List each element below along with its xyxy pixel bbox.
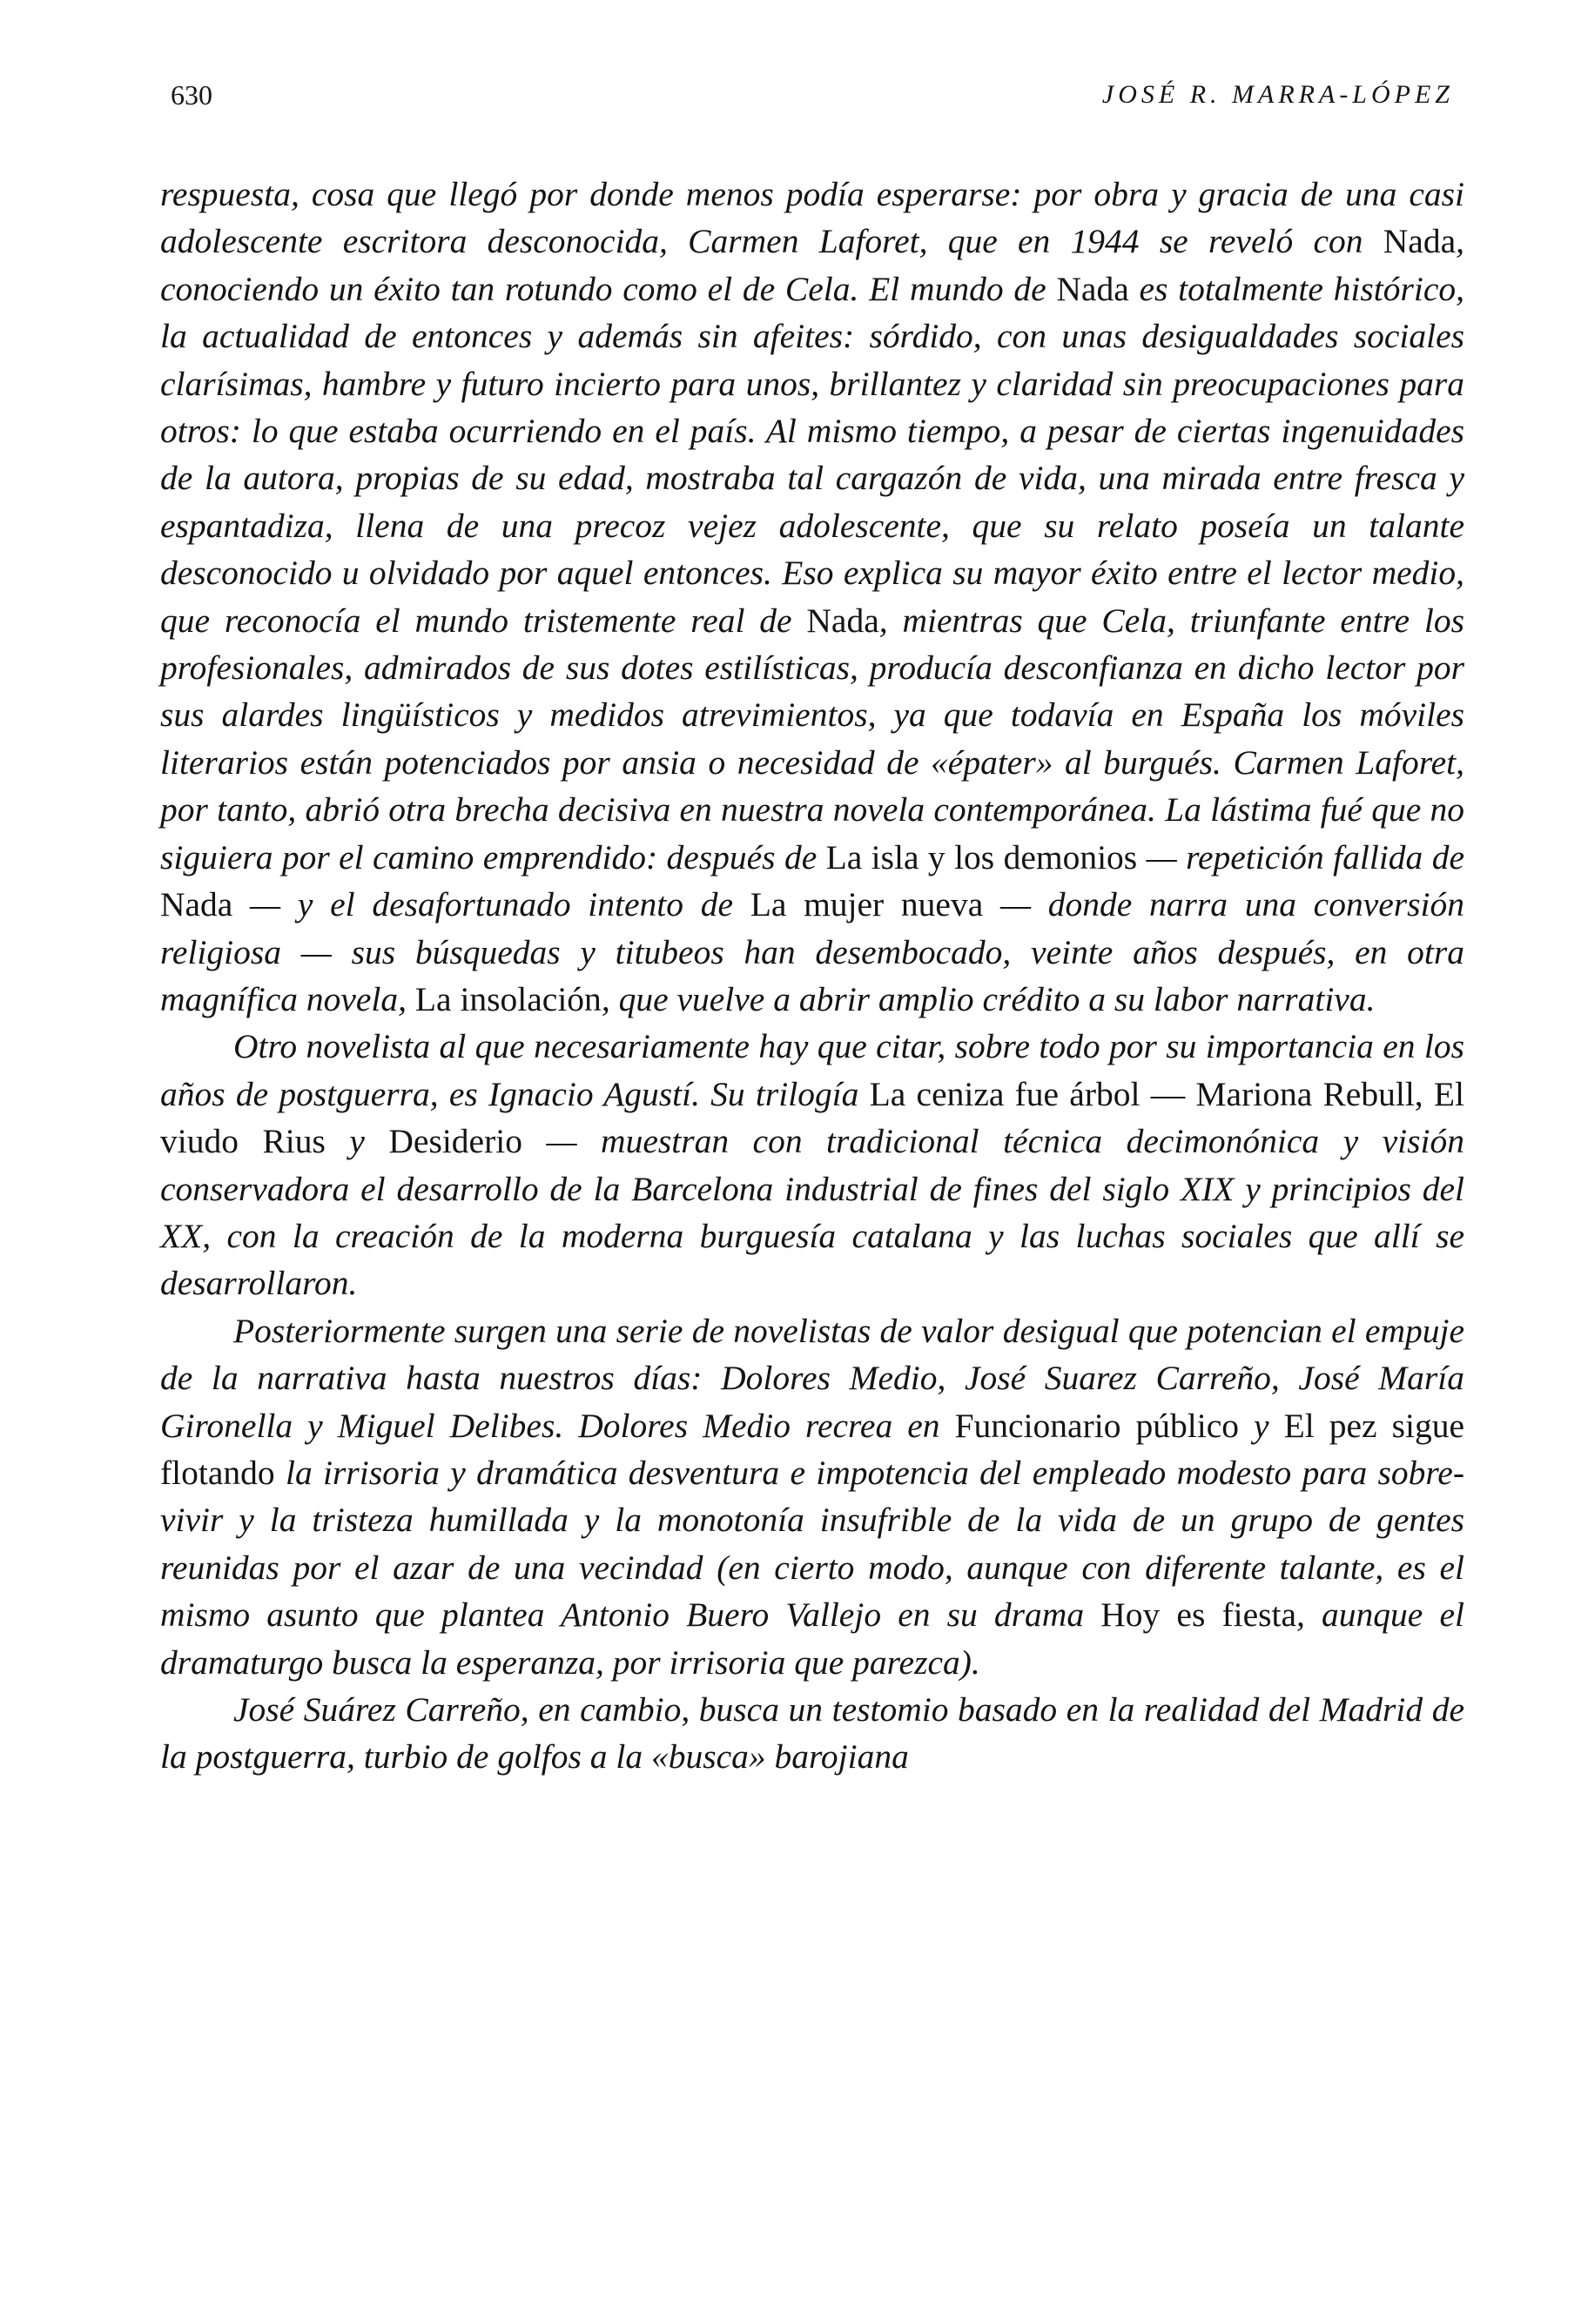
text-run: es totalmente histórico, la actualidad de entonces y además sin afeites: sórdido, con unas desigualdades sociales clarísimas, hambre y futuro incierto para unos, brillantez y claridad sin preocupaciones para otros: lo que estaba ocurriendo en el país. Al mismo tiempo, a pesar de ciertas ingenuidades de la autora, propias de su edad, mostraba tal cargazón de vida, una mirada entre fresca y espantadiza, llena de una precoz vejez adolescente, que su relato poseía un talante desconocido u olvidado por aquel entonces. Eso explica su mayor éxito entre el lector medio, que reconocía el mundo tristemente real de <box>160 269 1465 640</box>
text-run: y <box>325 1122 389 1161</box>
paragraph <box>160 1307 1464 1686</box>
page-number: 630 <box>171 79 212 111</box>
work-title: La mujer nueva <box>750 885 984 924</box>
work-title: La isla y los demonios <box>825 837 1138 877</box>
paragraph <box>160 171 1464 1023</box>
text-run: Posteriormente surgen una serie de novelistas de valor desigual que potencian el empuje de la narrativa hasta nuestros días: Dolores Medio, José Suarez Carreño, José María Gironella y Miguel Delibes. Dolores Medio recrea en <box>160 1311 1464 1445</box>
work-title: El pez sigue flotando <box>160 1406 1464 1492</box>
paragraph <box>160 1023 1464 1306</box>
work-title: — Mariona Rebull, El viudo Rius <box>160 1074 1464 1161</box>
text-run: — y el desafortunado intento de <box>232 885 750 924</box>
text-run: , conociendo un éxito tan rotundo como el de Cela. El mundo de <box>160 222 1464 308</box>
text-run: , aunque el dramaturgo busca la esperanza, por irrisoria que parezca). <box>160 1595 1464 1682</box>
text-run: la irrisoria y dramática desventura e impotencia del empleado modesto para sobrevivir y la tristeza humillada y la monotonía insufrible de la vida de un grupo de gentes reunidas por el azar de una vecindad (en cierto modo, aunque con diferente talante, es el mismo asunto que plantea Antonio Buero Vallejo en su drama <box>160 1453 1464 1635</box>
text-run: José Suárez Carreño, en cambio, busca un testomio basado en la realidad del Madrid de la postguerra, turbio de golfos a la «busca» barojiana <box>160 1690 1464 1777</box>
work-title: Hoy es fiesta <box>1100 1595 1297 1635</box>
text-run: respuesta, cosa que llegó por donde menos podía esperarse: por obra y gracia de una casi adolescente escritora desconocida, Carmen Laforet, que en 1944 se reveló con <box>160 175 1464 261</box>
work-title: Desiderio <box>388 1122 522 1161</box>
running-title: JOSÉ R. MARRA-LÓPEZ <box>1101 80 1454 109</box>
running-head <box>171 73 1454 117</box>
text-run: y <box>1238 1406 1284 1445</box>
work-title: Nada <box>160 885 233 924</box>
body-text <box>160 171 1464 1781</box>
work-title: Nada <box>806 601 879 640</box>
work-title: La ceniza fue árbol <box>869 1074 1141 1113</box>
text-run: — repetición fallida de <box>1137 837 1464 877</box>
work-title: Nada <box>1383 222 1457 261</box>
text-run: Otro novelista al que necesariamente hay que citar, sobre todo por su importancia en los años de postguerra, es Ignacio Agustí. Su trilogía <box>160 1027 1464 1113</box>
text-run: , mientras que Cela, triunfante entre los profesionales, admirados de sus dotes estilísticas, producía desconfianza en dicho lector por sus alardes lingüísticos y medidos atrevimientos, ya que todavía en España los móviles literarios están potenciados por ansia o necesidad de «épater» al burgués. Carmen Laforet, por tanto, abrió otra brecha decisiva en nuestra novela contemporánea. La lástima fué que no siguiera por el camino emprendido: después de <box>160 601 1465 877</box>
paragraph <box>160 1686 1464 1781</box>
work-title: La insolación <box>414 979 602 1018</box>
text-run: — muestran con tradicional técnica decimonónica y visión conservadora el desarrollo de la Barcelona industrial de fines del siglo XIX y principios del XX, con la creación de la moderna burguesía catalana y las luchas sociales que allí se desarrollaron. <box>160 1122 1464 1303</box>
work-title: Nada <box>1056 269 1129 308</box>
work-title: Funcionario público <box>954 1406 1239 1445</box>
text-run: , que vuelve a abrir amplio crédito a su labor narrativa. <box>601 979 1376 1018</box>
text-run: — donde narra una conversión religiosa — sus búsquedas y titubeos han desembocado, veinte años después, en otra magnífica novela, <box>160 885 1465 1018</box>
